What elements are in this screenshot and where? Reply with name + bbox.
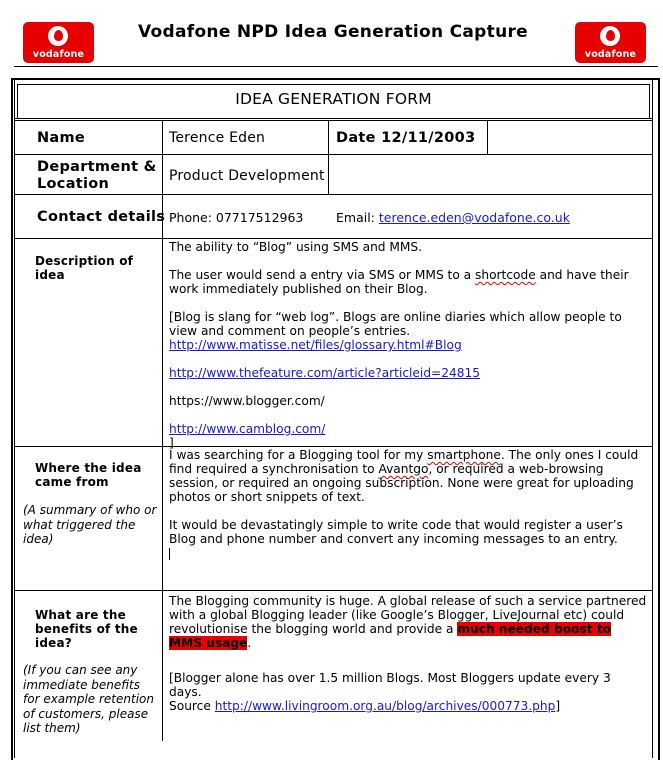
date-field bbox=[336, 130, 475, 147]
row-divider bbox=[14, 154, 652, 155]
logo-text: vodafone bbox=[32, 49, 85, 60]
origin-label: Where the idea came from bbox=[35, 461, 142, 489]
description-line: The ability to “Blog” using SMS and MMS. bbox=[169, 240, 423, 254]
vodafone-speechmark-icon bbox=[600, 26, 620, 46]
origin-paragraph: It would be devastatingly simple to write code that would register a user’s Blog and phone number and convert any incoming messages to an entry. bbox=[169, 518, 623, 546]
name-value: Terence Eden bbox=[169, 130, 266, 146]
benefits-content bbox=[169, 594, 647, 713]
row-divider bbox=[14, 590, 652, 591]
close-bracket: ] bbox=[169, 436, 174, 450]
vodafone-logo bbox=[575, 22, 646, 63]
blogger-link: https://www.blogger.com/ bbox=[169, 394, 325, 408]
name-label: Name bbox=[37, 130, 86, 146]
origin-content bbox=[169, 448, 647, 563]
form-frame-inner-right bbox=[652, 78, 653, 758]
document-title: Vodafone NPD Idea Generation Capture bbox=[138, 22, 528, 42]
date-value: 12/11/2003 bbox=[381, 130, 476, 146]
form-frame-inner-left bbox=[14, 78, 15, 758]
benefits-paragraph: [Blogger alone has over 1.5 million Blogs. Most Bloggers update every 3 days. bbox=[169, 671, 611, 699]
header-divider bbox=[14, 66, 658, 67]
description-link bbox=[169, 394, 647, 408]
thefeature-link[interactable]: http://www.thefeature.com/article?articleid=24815 bbox=[169, 366, 481, 380]
department-label: Department & Location bbox=[37, 159, 157, 192]
email-link[interactable]: terence.eden@vodafone.co.uk bbox=[378, 210, 570, 225]
benefits-note: (If you can see any immediate benefits for example retention of customers, please list them) bbox=[23, 663, 154, 735]
row-divider bbox=[14, 194, 652, 195]
benefits-label: What are the benefits of the idea? bbox=[35, 608, 138, 650]
text-cursor bbox=[169, 548, 170, 560]
benefits-paragraph: The Blogging community is huge. A global release of such a service partnered with a global Blogging leader (like Google’s Blogger, LiveJournal etc) could revolutionise the blogging world and provide a much needed boost to MMS usage. bbox=[169, 594, 647, 650]
origin-paragraph: I was searching for a Blogging tool for my smartphone. The only ones I could find required a synchronisation to Avantgo, or required a web-browsing session, or required an ongoing subscription. None were great for uploading photos or short snippets of text. bbox=[169, 448, 639, 504]
description-label: Description of idea bbox=[35, 254, 134, 282]
email-field bbox=[336, 210, 570, 225]
livingroom-link[interactable]: http://www.livingroom.org.au/blog/archives/000773.php bbox=[214, 699, 556, 713]
highlighted-text: much needed boost to MMS usage bbox=[169, 622, 612, 650]
phone-value: Phone: 07717512963 bbox=[169, 210, 304, 225]
department-value: Product Development bbox=[169, 168, 325, 184]
description-line: [Blog is slang for “web log”. Blogs are online diaries which allow people to view and comment on people’s entries. bbox=[169, 310, 622, 338]
email-label: Email: bbox=[336, 210, 375, 225]
vodafone-logo bbox=[23, 22, 94, 63]
logo-text: vodafone bbox=[584, 49, 637, 60]
description-content bbox=[169, 240, 647, 450]
origin-note: (A summary of who or what triggered the idea) bbox=[23, 503, 157, 546]
glossary-link[interactable]: http://www.matisse.net/files/glossary.html#Blog bbox=[169, 338, 462, 352]
description-link bbox=[169, 366, 647, 380]
description-link bbox=[169, 338, 647, 352]
column-divider bbox=[328, 120, 329, 194]
form-title: IDEA GENERATION FORM bbox=[235, 90, 432, 108]
contact-label: Contact details bbox=[37, 209, 166, 225]
benefits-source: Source http://www.livingroom.org.au/blog/archives/000773.php] bbox=[169, 699, 561, 713]
description-link bbox=[169, 422, 647, 436]
description-line: The user would send a entry via SMS or MMS to a shortcode and have their work immediately published on their Blog. bbox=[169, 268, 629, 296]
divider bbox=[17, 84, 650, 85]
vodafone-speechmark-icon bbox=[48, 26, 68, 46]
row-divider bbox=[14, 238, 652, 239]
camblog-link[interactable]: http://www.camblog.com/ bbox=[169, 422, 326, 436]
divider bbox=[14, 120, 652, 121]
column-divider bbox=[487, 120, 488, 154]
date-label: Date bbox=[336, 130, 376, 146]
divider bbox=[14, 118, 652, 119]
